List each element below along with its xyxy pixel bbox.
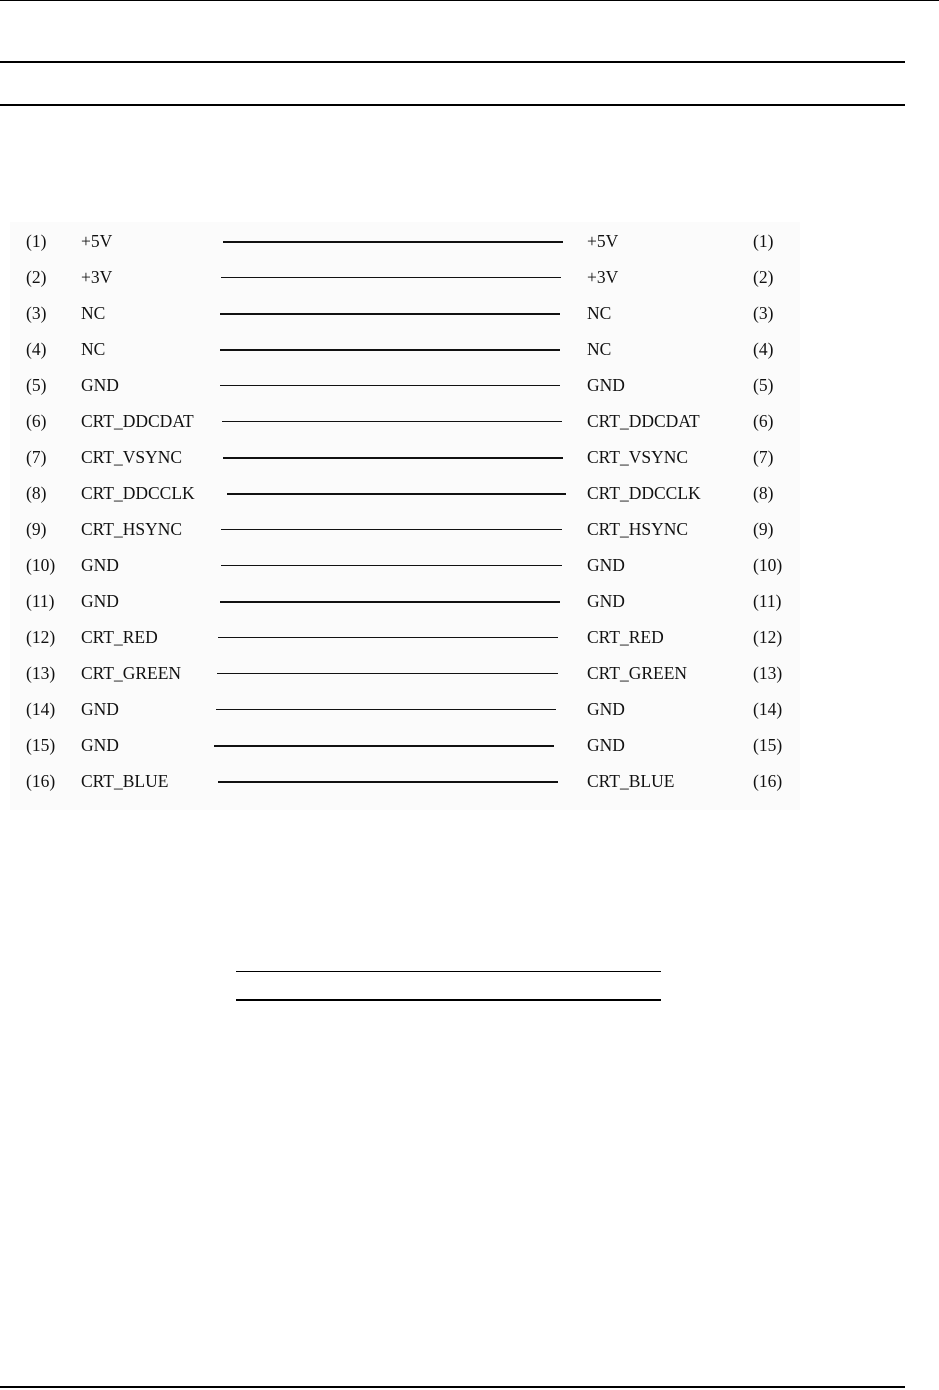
left-signal-name: CRT_BLUE xyxy=(81,771,169,791)
right-pin-number: (9) xyxy=(753,519,774,539)
right-pin-number: (10) xyxy=(753,555,783,575)
wire-line xyxy=(220,601,560,603)
right-signal-name: CRT_DDCDAT xyxy=(587,411,700,431)
left-pin-number: (7) xyxy=(26,447,47,467)
connection-row xyxy=(10,331,800,367)
left-signal-name: +5V xyxy=(81,231,113,251)
connection-row xyxy=(10,223,800,259)
left-pin-number: (16) xyxy=(26,771,56,791)
left-signal-name: CRT_VSYNC xyxy=(81,447,183,467)
right-pin-number: (15) xyxy=(753,735,783,755)
left-pin-number: (6) xyxy=(26,411,47,431)
right-signal-name: +5V xyxy=(587,231,619,251)
wiring-diagram xyxy=(10,222,800,810)
right-pin-number: (14) xyxy=(753,699,783,719)
left-pin-number: (14) xyxy=(26,699,56,719)
left-pin-number: (10) xyxy=(26,555,56,575)
left-signal-name: CRT_RED xyxy=(81,627,158,647)
connection-row xyxy=(10,547,800,583)
header-rule-lower xyxy=(0,104,905,106)
wire-line xyxy=(214,745,554,747)
left-pin-number: (4) xyxy=(26,339,47,359)
right-signal-name: NC xyxy=(587,303,612,323)
right-signal-name: CRT_GREEN xyxy=(587,663,688,683)
page-top-rule xyxy=(0,0,939,1)
right-signal-name: CRT_VSYNC xyxy=(587,447,689,467)
signature-line-lower xyxy=(236,999,661,1001)
left-signal-name: GND xyxy=(81,591,119,611)
left-signal-name: GND xyxy=(81,735,119,755)
wire-line xyxy=(221,529,562,530)
right-pin-number: (1) xyxy=(753,231,774,251)
wire-line xyxy=(220,385,560,386)
right-signal-name: CRT_DDCCLK xyxy=(587,483,701,503)
right-pin-number: (4) xyxy=(753,339,774,359)
wire-line xyxy=(222,421,562,422)
left-signal-name: CRT_HSYNC xyxy=(81,519,183,539)
right-pin-number: (5) xyxy=(753,375,774,395)
wire-line xyxy=(217,673,558,674)
left-signal-name: GND xyxy=(81,555,119,575)
right-pin-number: (16) xyxy=(753,771,783,791)
connection-row xyxy=(10,439,800,475)
right-signal-name: GND xyxy=(587,699,625,719)
connection-row xyxy=(10,403,800,439)
right-pin-number: (13) xyxy=(753,663,783,683)
left-signal-name: CRT_DDCDAT xyxy=(81,411,194,431)
wire-line xyxy=(220,313,560,315)
wire-line xyxy=(218,637,558,638)
wire-line xyxy=(223,457,563,459)
footer-rule xyxy=(0,1386,905,1388)
header-rule-upper xyxy=(0,61,905,63)
connection-row xyxy=(10,259,800,295)
left-pin-number: (12) xyxy=(26,627,56,647)
right-signal-name: CRT_RED xyxy=(587,627,664,647)
right-pin-number: (3) xyxy=(753,303,774,323)
right-pin-number: (8) xyxy=(753,483,774,503)
right-signal-name: +3V xyxy=(587,267,619,287)
right-signal-name: NC xyxy=(587,339,612,359)
left-signal-name: CRT_GREEN xyxy=(81,663,182,683)
wire-line xyxy=(221,565,562,566)
left-pin-number: (3) xyxy=(26,303,47,323)
right-signal-name: GND xyxy=(587,375,625,395)
left-signal-name: GND xyxy=(81,375,119,395)
left-pin-number: (13) xyxy=(26,663,56,683)
left-pin-number: (11) xyxy=(26,591,55,611)
left-pin-number: (15) xyxy=(26,735,56,755)
wire-line xyxy=(221,277,561,278)
connection-row xyxy=(10,367,800,403)
wire-line xyxy=(218,781,558,783)
left-pin-number: (2) xyxy=(26,267,47,287)
connection-row xyxy=(10,475,800,511)
connection-row xyxy=(10,691,800,727)
connection-row xyxy=(10,727,800,763)
right-signal-name: GND xyxy=(587,591,625,611)
right-pin-number: (11) xyxy=(753,591,782,611)
left-pin-number: (1) xyxy=(26,231,47,251)
connection-row xyxy=(10,583,800,619)
connection-row xyxy=(10,763,800,799)
left-pin-number: (8) xyxy=(26,483,47,503)
connection-row xyxy=(10,511,800,547)
left-signal-name: +3V xyxy=(81,267,113,287)
left-signal-name: NC xyxy=(81,303,106,323)
connection-row xyxy=(10,295,800,331)
wire-line xyxy=(220,349,560,351)
connection-row xyxy=(10,655,800,691)
left-pin-number: (9) xyxy=(26,519,47,539)
right-signal-name: CRT_HSYNC xyxy=(587,519,689,539)
right-pin-number: (7) xyxy=(753,447,774,467)
right-pin-number: (12) xyxy=(753,627,783,647)
right-signal-name: CRT_BLUE xyxy=(587,771,675,791)
right-pin-number: (2) xyxy=(753,267,774,287)
connection-row xyxy=(10,619,800,655)
right-signal-name: GND xyxy=(587,555,625,575)
right-pin-number: (6) xyxy=(753,411,774,431)
left-signal-name: GND xyxy=(81,699,119,719)
signature-line-upper xyxy=(236,971,661,972)
wire-line xyxy=(223,241,563,243)
left-signal-name: NC xyxy=(81,339,106,359)
wire-line xyxy=(227,493,566,495)
left-signal-name: CRT_DDCCLK xyxy=(81,483,195,503)
left-pin-number: (5) xyxy=(26,375,47,395)
wire-line xyxy=(216,709,556,710)
right-signal-name: GND xyxy=(587,735,625,755)
